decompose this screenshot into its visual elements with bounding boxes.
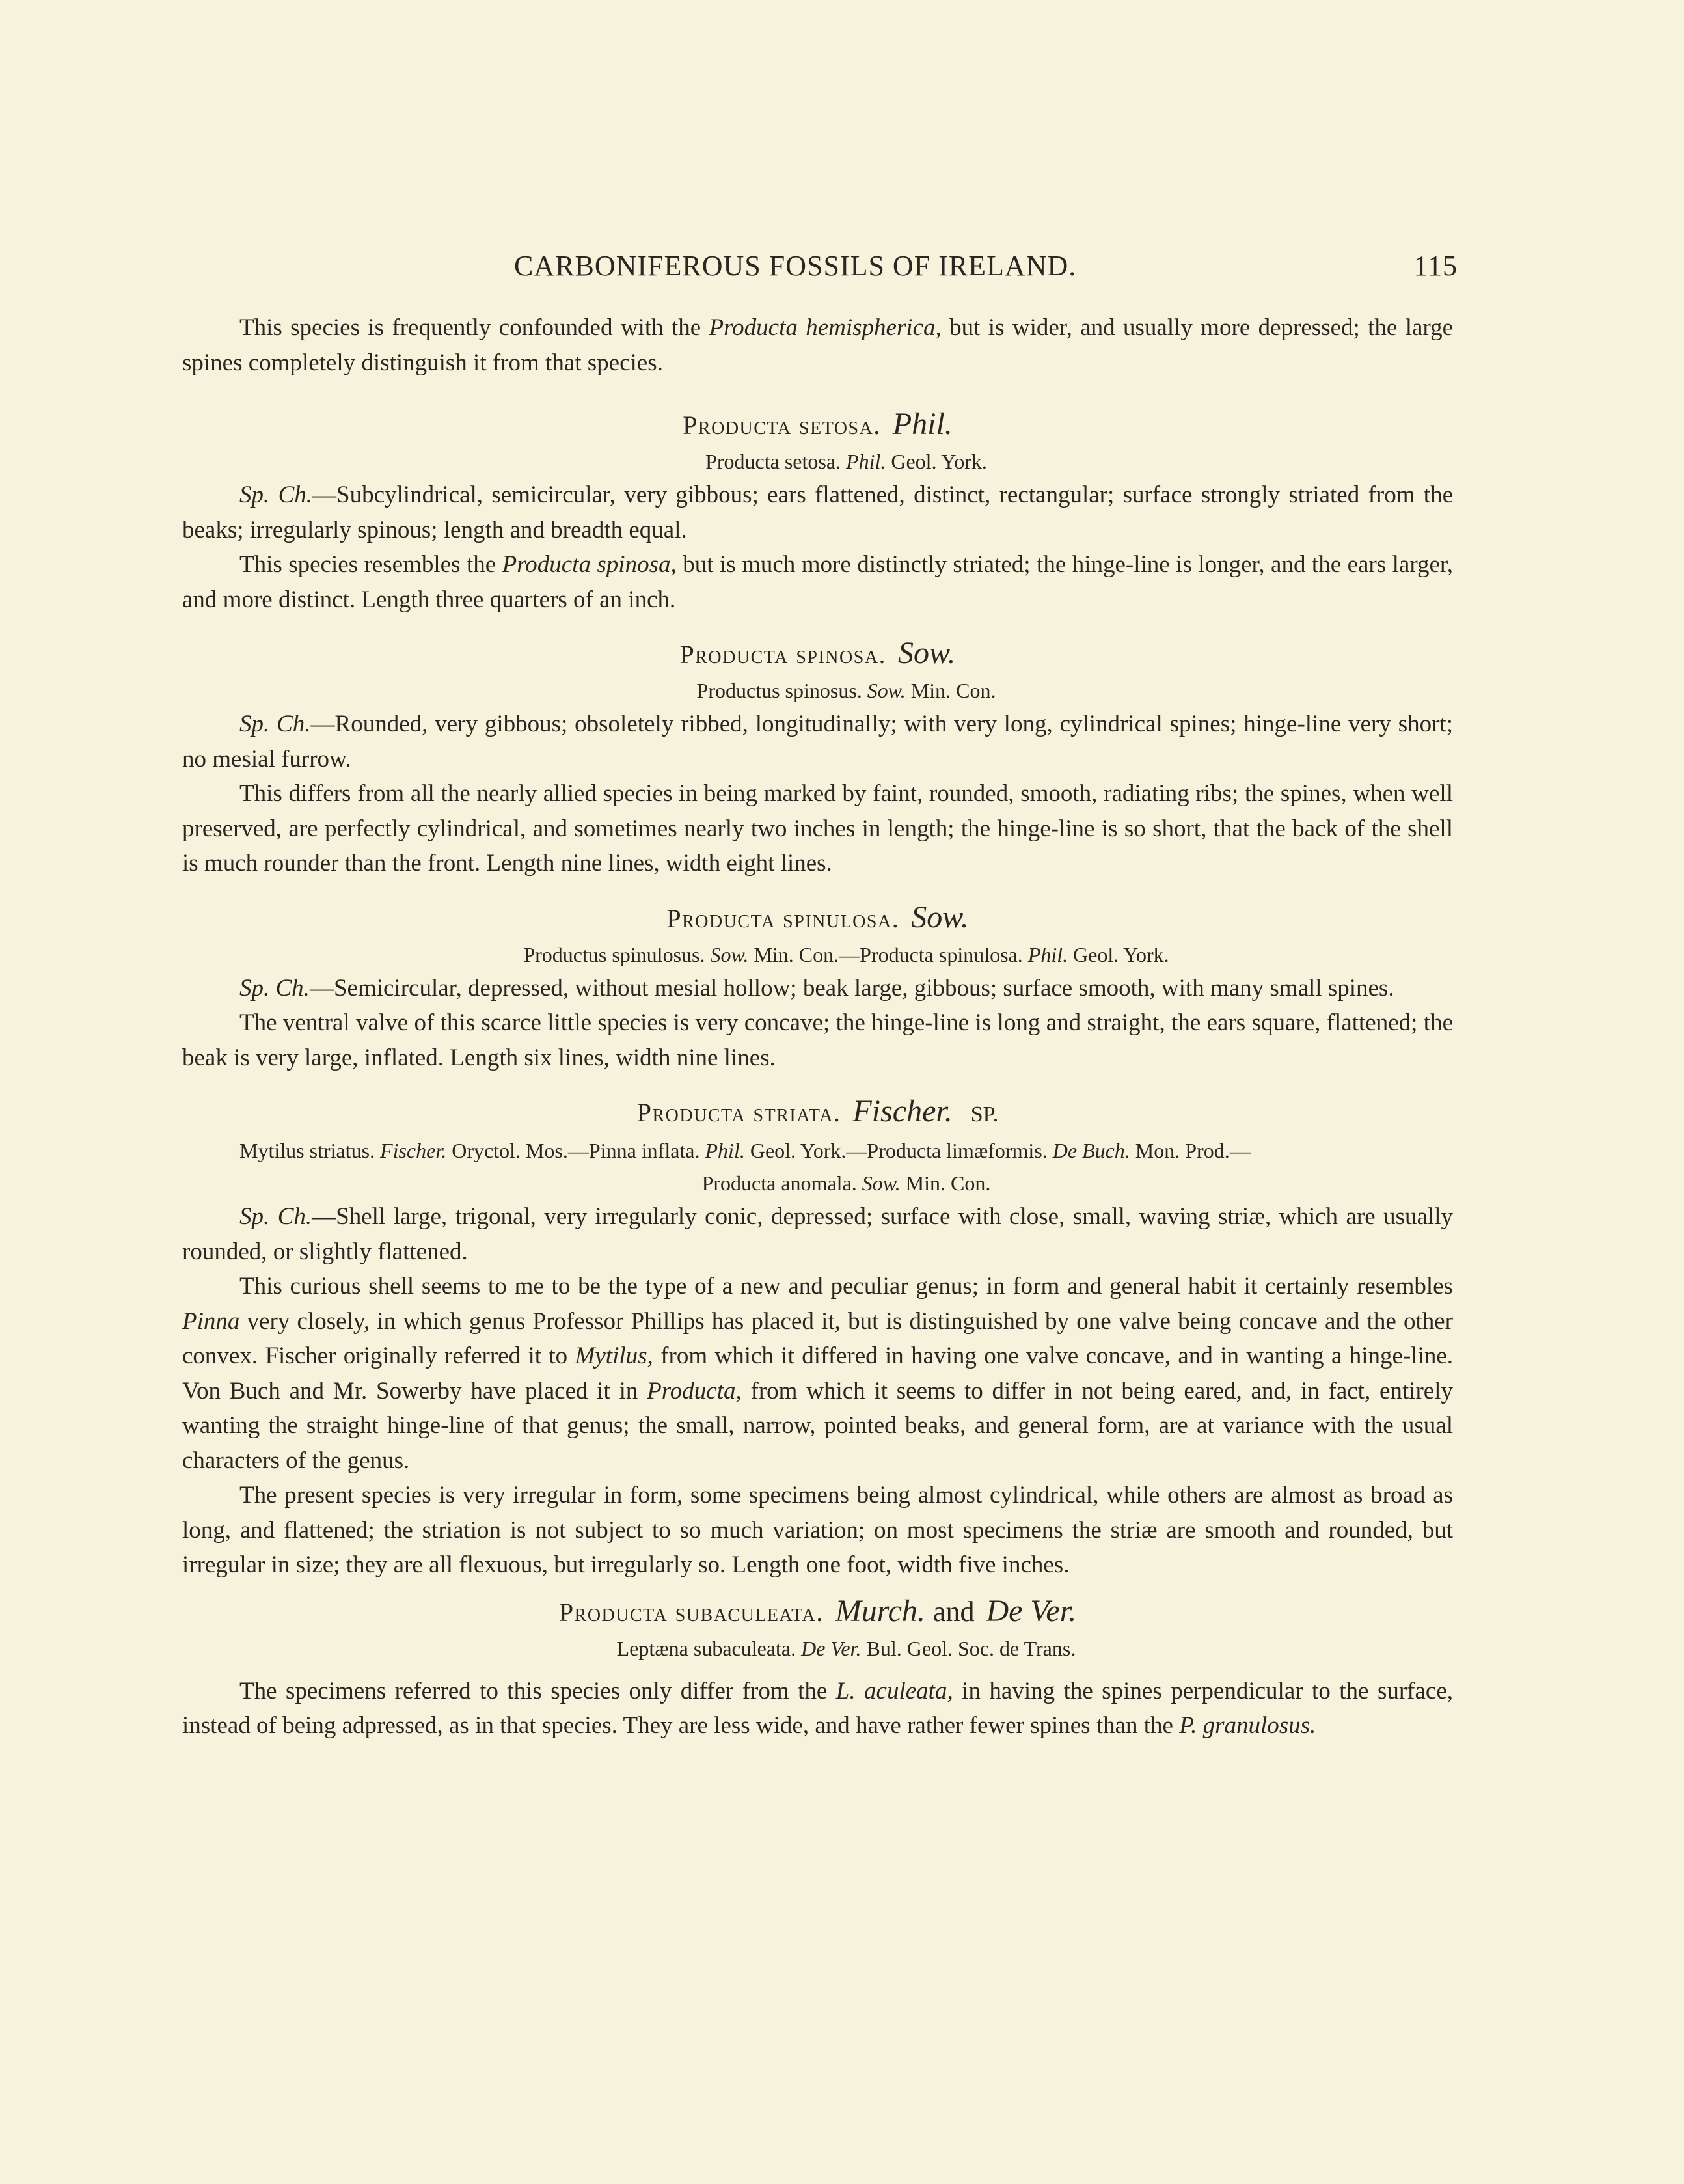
specific-characters-spinulosa: Sp. Ch.—Semicircular, depressed, without mesial hollow; beak large, gibbous; surface smooth, with many small spines. (239, 974, 1394, 1002)
intro-paragraph: This species is frequently confounded with the Producta hemispherica, but is wider, and usually more depressed; the large spines completely distinguish it from that species. (182, 314, 1453, 376)
synonymy-spinosa: Productus spinosus. Sow. Min. Con. (696, 679, 996, 702)
specific-characters-striata: Sp. Ch.—Shell large, trigonal, very irregularly conic, depressed; surface with close, small, waving striæ, which are usually rounded, or slightly flattened. (182, 1203, 1453, 1265)
species-heading-setosa: Producta setosa. Phil. (683, 407, 953, 441)
description-subaculeata: The specimens referred to this species only differ from the L. aculeata, in having the spines perpendicular to the surface, instead of being adpressed, as in that species. They are less wide, and have rather fewer spines than the P. granulosus. (182, 1677, 1453, 1739)
synonymy-striata: Mytilus striatus. Fischer. Oryctol. Mos.—Pinna inflata. Phil. Geol. York.—Producta limæformis. De Buch. Mon. Prod.— (239, 1139, 1251, 1162)
page-number: 115 (1413, 250, 1458, 282)
description-setosa: This species resembles the Producta spinosa, but is much more distinctly striated; the hinge-line is longer, and the ears larger, and more distinct. Length three quarters of an inch. (182, 551, 1453, 613)
synonymy-setosa: Producta setosa. Phil. Geol. York. (705, 450, 987, 473)
running-title: CARBONIFEROUS FOSSILS OF IRELAND. (514, 250, 1077, 282)
species-heading-striata: Producta striata. Fischer. SP. (636, 1094, 999, 1128)
description-spinulosa: The ventral valve of this scarce little species is very concave; the hinge-line is long and straight, the ears square, flattened; the beak is very large, inflated. Length six lines, width nine lines. (182, 1009, 1453, 1071)
species-heading-spinulosa: Producta spinulosa. Sow. (666, 899, 969, 935)
synonymy-spinulosa: Productus spinulosus. Sow. Min. Con.—Producta spinulosa. Phil. Geol. York. (523, 942, 1169, 966)
synonymy-striata-continued: Producta anomala. Sow. Min. Con. (701, 1171, 991, 1195)
synonymy-subaculeata: Leptæna subaculeata. De Ver. Bul. Geol. Soc. de Trans. (616, 1636, 1076, 1660)
specific-characters-spinosa: Sp. Ch.—Rounded, very gibbous; obsoletely ribbed, longitudinally; with very long, cylindrical spines; hinge-line very short; no mesial furrow. (182, 711, 1453, 772)
species-heading-spinosa: Producta spinosa. Sow. (679, 636, 956, 670)
description-striata-2: The present species is very irregular in form, some specimens being almost cylindrical, while others are almost as broad as long, and flattened; the striation is not subject to so much variation; on most specimens the striæ are smooth and rounded, but irregular in size; they are all flexuous, but irregularly so. Length one foot, width five inches. (182, 1482, 1453, 1578)
description-striata: This curious shell seems to me to be the type of a new and peculiar genus; in form and general habit it certainly resembles Pinna very closely, in which genus Professor Phillips has placed it, but is distinguished by one valve being concave and the other convex. Fischer originally referred it to Mytilus, from which it differed in having one valve concave, and in wanting a hinge-line. Von Buch and Mr. Sowerby have placed it in Producta, from which it seems to differ in not being eared, and, in fact, entirely wanting the straight hinge-line of that genus; the small, narrow, pointed beaks, and general form, are at variance with the usual characters of the genus. (182, 1273, 1453, 1474)
body-text (182, 310, 1453, 1743)
running-header (182, 249, 1458, 288)
description-spinosa: This differs from all the nearly allied species in being marked by faint, rounded, smooth, radiating ribs; the spines, when well preserved, are perfectly cylindrical, and sometimes nearly two inches in length; the hinge-line is so short, that the back of the shell is much rounder than the front. Length nine lines, width eight lines. (182, 780, 1453, 877)
species-heading-subaculeata: Producta subaculeata. Murch. and De Ver. (558, 1593, 1077, 1628)
specific-characters-setosa: Sp. Ch.—Subcylindrical, semicircular, very gibbous; ears flattened, distinct, rectangular; surface strongly striated from the beaks; irregularly spinous; length and breadth equal. (182, 482, 1454, 543)
